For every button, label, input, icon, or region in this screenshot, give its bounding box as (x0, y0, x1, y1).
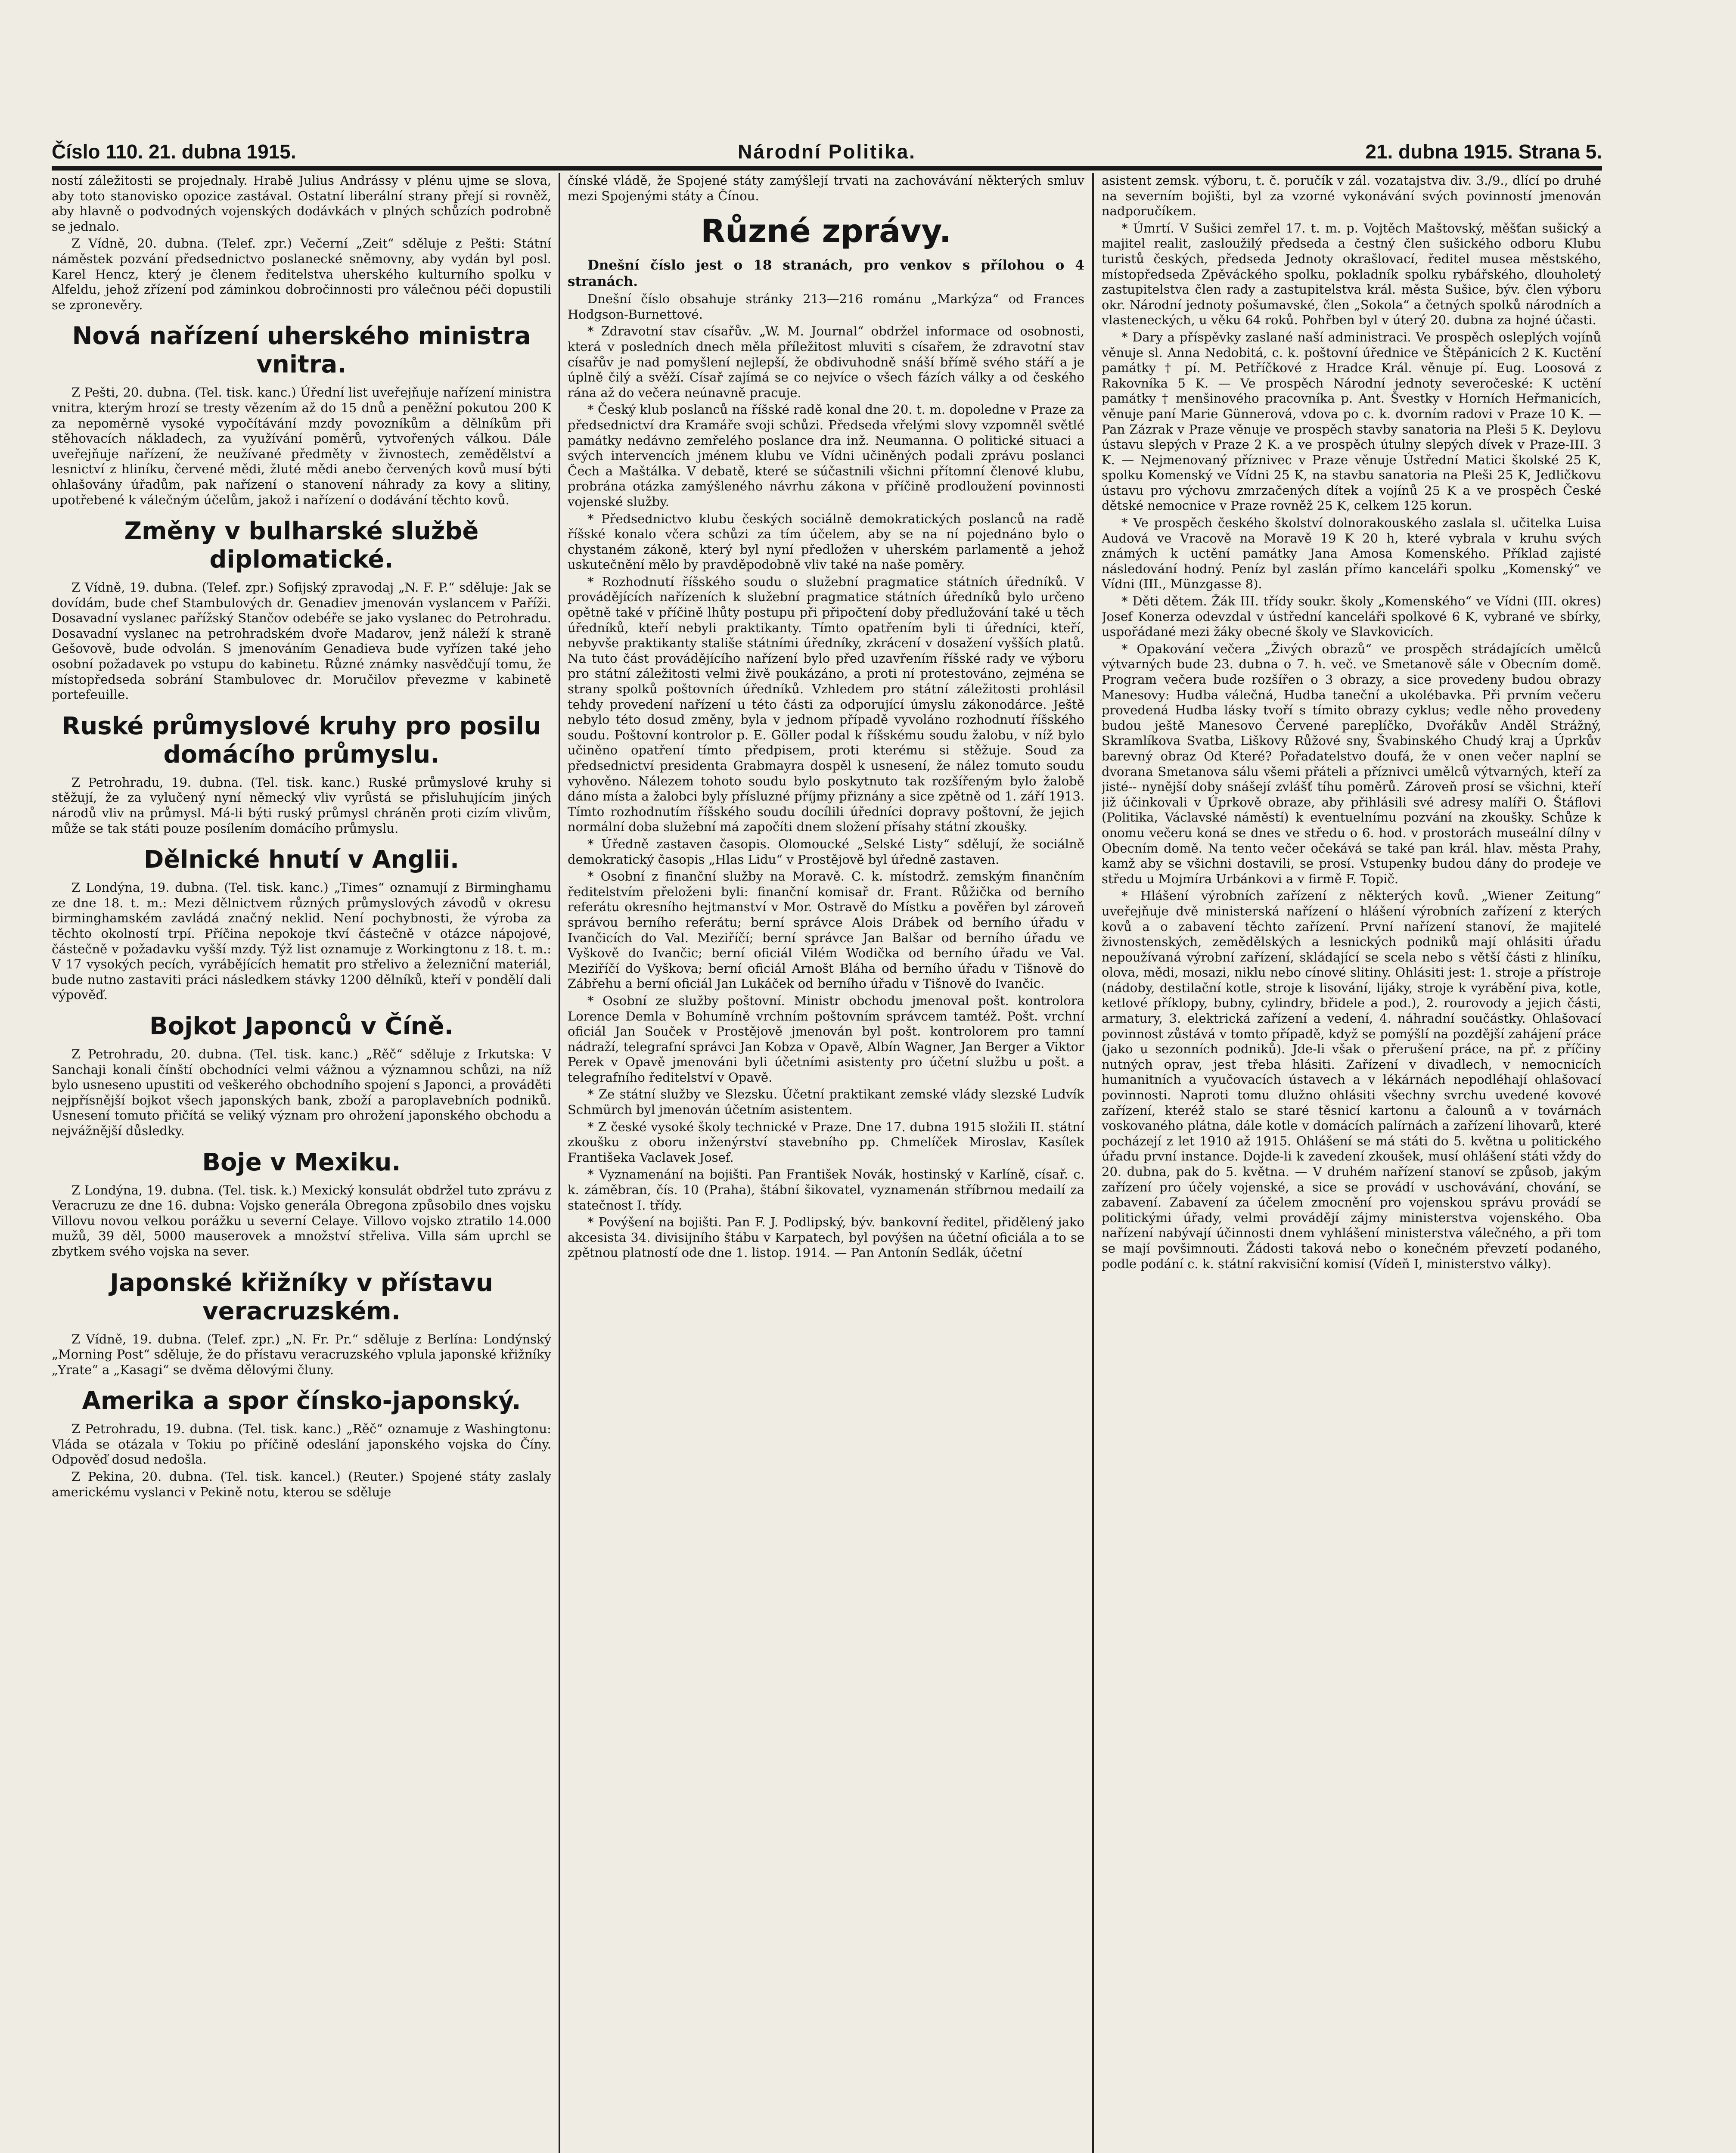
article-paragraph: Z Vídně, 19. dubna. (Telef. zpr.) „N. Fr. Pr.“ sděluje z Berlína: Londýnský „Morning Post“ sděluje, že do přístavu veracruzského vplula japonské křižníky „Yrate“ a „Kasagi“ se dvěma dělovými čluny. (52, 1331, 551, 1377)
article-paragraph: * Hlášení výrobních zařízení z některých kovů. „Wiener Zeitung“ uveřejňuje dvě ministerská nařízení o hlášení výrobních zařízení z kterých kovů a o zabavení těchto zařízení. První nařízení stanoví, že majitelé živnostenských, zemědělských a lesnických podniků mají ohlásiti úřadu nepoužívaná výrobní zařízení, skládající se scela nebo s větší části z hliníku, olova, mědi, mosazi, niklu nebo cínové slitiny. Ohlásiti jest: 1. stroje a přístroje (nádoby, destilační kotle, stroje k lisování, lijáky, stroje k vyrábění piva, kotle, ketlové příklopy, bubny, cylindry, břidele a pod.), 2. rourovody a jejich části, armatury, 3. elektrická zařízení a vedení, 4. náhradní součástky. Ohlašovací povinnost zůstává v tomto případě, když se pomýšlí na pozdější zahájení práce (jako u sezonních podniků). Jde-li však o přerušení práce, na př. z příčiny nutných oprav, jest třeba hlásiti. Zařízení v divadlech, v nemocnicích humanitních a vyučovacích ústavech a v lékárnách nepodléhají ohlašovací povinnosti. Naproti tomu dlužno ohlásiti všechny svrchu uvedené kovové zařízení, kteréž stalo se staré těsnicí kartonu a čalounů a v továrnách voskovaného plátna, dále kotle v domácích palírnách a zařízení lihovarů, které pocházejí z let 1910 až 1915. Ohlášení se má státi do 5. května u politického úřadu první instance. Dojde-li k zavedení zkoušek, musí ohlášení státi vždy do 20. dubna, pak do 5. května. — V druhém nařízení stanoví se způsob, jakým zařízení pro účely vojenské, a sice se provádí v uschovávání, chování, se zabavení. Zabavení za účelem zmocnění pro vojenskou správu provádí se politickými úřady, velmi provádějí zájmy ministerstva vojenského. Oba nařízení nabývají účinnosti dnem vyhlášení ministerstva válečného, a při tom se mají povšimnouti. Žádosti taková nebo o konečném převzetí podaného, podle podání c. k. státní rakvisiční komisí (Vídeň I, ministerstvo války). (1102, 888, 1601, 1271)
article-paragraph: * Úmrtí. V Sušici zemřel 17. t. m. p. Vojtěch Maštovský, měšťan sušický a majitel realit, zasloužilý předseda a čestný člen sušického odboru Klubu turistů českých, předseda Jednoty okrašlovací, ředitel musea městského, místopředseda Zpěváckého spolku, pokladník spolku rybářského, dlouholetý zastupitelstva člen rady a zastupitelstva král. města Sušice, býv. člen výboru okr. Národní jednoty pošumavské, člen „Sokola“ a četných spolků národních a vlasteneckých, u věku 64 roků. Pohřben byl v úterý 20. dubna za hojné účasti. (1102, 220, 1601, 328)
article-paragraph: čínské vládě, že Spojené státy zamýšlejí trvati na zachovávání některých smluv mezi Spojenými státy a Čínou. (568, 173, 1084, 203)
article-paragraph: * Osobní z finanční služby na Moravě. C. k. místodrž. zemským finančním ředitelstvím přeloženi byli: finanční komisař dr. Frant. Růžička od berního referátu okresního hejtmanství v Mor. Ostravě do Místku a pověřen byl zároveň správou berního referátu; berní správce Alois Drábek od berního úřadu v Ivančicích do Val. Meziříčí; berní správce Jan Balšar od berního úřadu ve Vyškově do Ivančic; berní oficiál Vilém Wodička od berního úřadu ve Val. Meziříčí do Vyškova; berní oficiál Arnošt Bláha od berního úřadu v Tišnově do Zábřehu a berní oficiál Jan Lukáček od berního úřadu v Tišnově do Ivančic. (568, 869, 1084, 991)
article-paragraph: Z Petrohradu, 20. dubna. (Tel. tisk. kanc.) „Rěč“ sděluje z Irkutska: V Sanchaji konali čínští obchodníci velmi vážnou a významnou schůzi, na níž bylo usneseno upustiti od veškerého obchodního spojení s Japonci, a prováděti nejpřísnější bojkot všech japonských bank, zboží a paroplavebních podniků. Usnesení tomuto přičítá se veliký význam pro ohrožení japonského obchodu a nejvážnější důsledky. (52, 1046, 551, 1138)
article-paragraph: * Děti dětem. Žák III. třídy soukr. školy „Komenského“ ve Vídni (III. okres) Josef Konerza odevzdal v ústřední kanceláři spolkové 6 K, vybrané ve sbírky, uspořádané mezi žáky obecné školy ve Slavkovicích. (1102, 594, 1601, 639)
article-headline: Nová nařízení uherského ministra vnitra. (72, 322, 531, 379)
column-2 (568, 173, 1084, 2153)
article-headline: Amerika a spor čínsko-japonský. (82, 1387, 521, 1415)
article-paragraph: asistent zemsk. výboru, t. č. poručík v zál. vozatajstva div. 3./9., dlící po druhé na severním bojišti, byl za vzorné vykonávání svých povinností jmenován nadporučíkem. (1102, 173, 1601, 219)
date-and-page: 21. dubna 1915. Strana 5. (1365, 140, 1602, 163)
article-paragraph: Z Petrohradu, 19. dubna. (Tel. tisk. kanc.) Ruské průmyslové kruhy si stěžují, že za vylučený nyní německý vliv vyrůstá se přisluhujícím jiných národů vliv na průmysl. Má-li býti ruský průmysl chráněn proti cizím vlivům, může se tak státi pouze posílením domácího průmyslu. (52, 775, 551, 836)
article-headline: Změny v bulharské službě diplomatické. (124, 517, 479, 574)
article-paragraph: ností záležitosti se projednaly. Hrabě Julius Andrássy v plénu ujme se slova, aby toto stanovisko opozice zastával. Ostatní liberální strany přejí si rovněž, aby hlavně o podvodných vojenských dodávkách v plných schůzích podrobně se jednalo. (52, 173, 551, 234)
column-rule (1092, 173, 1094, 2153)
article-paragraph: * Dary a příspěvky zaslané naší administraci. Ve prospěch osleplých vojínů věnuje sl. Anna Nedobitá, c. k. poštovní úřednice ve Štěpánicích 2 K. Kuctění památky † pí. M. Petříčkové z Hradce Král. věnuje pí. Eug. Loosová z Rakovníka 5 K. — Ve prospěch Národní jednoty severočeské: K uctění památky † menšinového pracovníka p. Ant. Švestky v Horních Heřmanicích, věnuje paní Marie Günnerová, vdova po c. k. dvorním radovi v Praze 10 K. — Pan Zázrak v Praze věnuje ve prospěch stavby sanatoria na Pleši 5 K. Deylovu ústavu slepých v Praze 2 K. a ve prospěch útulny slepých dívek v Praze-III. 3 K. — Nejmenovaný příznivec v Praze věnuje Ústřední Matici školské 25 K, spolku Komenský ve Vídni 25 K, na stavbu sanatoria na Pleši 25 K, Jedličkovu ústavu pro výchovu zmrzačených dítek a vojínů 25 K a ve prospěch České dětské nemocnice v Praze rovněž 25 K, celkem 125 korun. (1102, 329, 1601, 513)
article-paragraph: * Povýšení na bojišti. Pan F. J. Podlipský, býv. bankovní ředitel, přidělený jako akcesista 34. divisijního štábu v Karpatech, byl povýšen na účetní oficiála a to se zpětnou platností ode dne 1. listop. 1914. — Pan Antonín Sedlák, účetní (568, 1215, 1084, 1260)
article-paragraph: * Ze státní služby ve Slezsku. Účetní praktikant zemské vlády slezské Ludvík Schmürch byl jmenován účetním asistentem. (568, 1087, 1084, 1117)
column-3 (1102, 173, 1601, 2153)
article-paragraph: * Vyznamenání na bojišti. Pan František Novák, hostinský v Karlíně, císař. c. k. záměbran, čís. 10 (Praha), štábní šikovatel, vyznamenán stříbrnou medailí za statečnost I. třídy. (568, 1167, 1084, 1213)
notice-lead: Dnešní číslo jest o 18 stranách, pro venkov s přílohou o 4 stranách. (568, 257, 1084, 290)
article-paragraph: * Ve prospěch českého školství dolnorakouského zaslala sl. učitelka Luisa Audová ve Vracově na Moravě 19 K 20 h, které vybrala v kruhu svých známých k uctění památky Jana Amosa Komenského. Příklad zajisté následování hodný. Peníz byl zaslán přímo kanceláři spolku „Komenský“ ve Vídni (III., Münzgasse 8). (1102, 515, 1601, 592)
column-rule (559, 173, 560, 2153)
article-paragraph: * Opakování večera „Živých obrazů“ ve prospěch strádajících umělců výtvarných bude 23. dubna o 7. h. več. ve Smetanově sále v Obecním domě. Program večera bude rozšířen o 3 obrazy, a sice provedeny budou obrazy Manesovy: Hudba válečná, Hudba taneční a ukolébavka. Při prvním večeru provedená Hudba lásky tvoří s tímito obrazy cyklus; vedle něho provedeny budou ještě Manesovo Červené pareplíčko, Dvořákův Anděl Strážný, Skramlíkova Svatba, Liškovy Růžové sny, Švabinského Chudý kraj a Úprkův barevný obraz Od Které? Pořadatelstvo doufá, že v onen večer naplní se dvorana Smetanova sálu všemi přáteli a příznivci umělců výtvarných, kteří za jisté-- nynější doby snášejí zvlášť tíhu poměrů. Zároveň prosí se všichni, kteří již účinkovali v Úprkově obraze, aby přihlásili své adresy malíři O. Štáflovi (Politika, Václavské náměstí) k eventuelnímu pozvání na zkoušky. Schůze k onomu večeru koná se dnes ve středu o 6. hod. v prostorách museální dílny v Obecním domě. Na tento večer očekává se také pan král. hlav. města Prahy, kamž aby se všichni dostavili, se prosí. Vstupenky budou dány do prodeje ve středu u Mojmíra Urbánkovi a v firmě F. Topič. (1102, 641, 1601, 886)
article-paragraph: * Rozhodnutí říšského soudu o služební pragmatice státních úředníků. V provádějících nařízeních k služební pragmatice státních úředníků bylo určeno opětně také v příčině lhůty postupu při připočtení doby předlužování také u těch úředníků, kteří nebyli praktikanty. Tímto opatřením byli ti úředníci, kteří, nebyvše praktikanty stališe státními úředníky, zkrácení v dosažení vyšších platů. Na tuto část provádějícího nařízení bylo před uzavřením říšské rady ve výboru pro státní záležitosti velmi živě poukázáno, a proti ní protestováno, zejména se strany spolků poštovních úředníků. Vzhledem pro státní záležitosti prohlásil tehdy provedení nařízení u této části za odporující úmyslu zákonodárce. Ještě nebylo této dosud změny, byla v jednom případě vyvoláno rozhodnutí říšského soudu. Poštovní kontrolor p. E. Göller podal k říšskému soudu žalobu, v níž bylo učiněno opatření tímto předpisem, proti kterému si stěžuje. Soud za předsednictví presidenta Grabmayra dospěl k usnesení, že nález tomuto soudu vyhověno. Nálezem tohoto soudu bylo poskytnuto tak rozšířeným bylo žalobě dáno místa a žalobci byly přísluzné příjmy přiznány a sice zpětně od 1. září 1913. Tímto rozhodnutím říšského soudu docílili úředníci dopravy poštovní, že jejich normální doba služební má započíti dnem složení přísahy státní zkoušky. (568, 574, 1084, 835)
article-paragraph: * Úředně zastaven časopis. Olomoucké „Selské Listy“ sdělují, že sociálně demokratický časopis „Hlas Lidu“ v Prostějově byl úředně zastaven. (568, 836, 1084, 867)
issue-number: Číslo 110. 21. dubna 1915. (52, 140, 296, 163)
article-paragraph: * Zdravotní stav císařův. „W. M. Journal“ obdržel informace od osobnosti, která v posledních dnech měla příležitost mluviti s císařem, že zdravotní stav císařův je nad pomyšlení nejlepší, že obdivuhodně snáší břímě svého stáří a je úplně čilý a svěží. Císař zajímá se co nejvíce o všech fázích války a od českého rána až do večera neúnavně pracuje. (568, 324, 1084, 400)
article-headline: Bojkot Japonců v Číně. (149, 1012, 453, 1040)
article-headline: Dělnické hnutí v Anglii. (143, 846, 460, 874)
article-paragraph: Z Petrohradu, 19. dubna. (Tel. tisk. kanc.) „Rěč“ oznamuje z Washingtonu: Vláda se otázala v Tokiu po příčině odeslání japonského vojska do Číny. Odpověď dosud nedošla. (52, 1421, 551, 1467)
article-headline: Různé zprávy. (701, 213, 951, 250)
page-header (52, 137, 1602, 171)
newspaper-title: Národní Politika. (738, 140, 916, 163)
article-paragraph: * Z české vysoké školy technické v Praze. Dne 17. dubna 1915 složili II. státní zkoušku z oboru inženýrství stavebního pp. Chmelíček Miroslav, Kasílek Františeka Vaclavek Josef. (568, 1119, 1084, 1165)
article-paragraph: Z Londýna, 19. dubna. (Tel. tisk. k.) Mexický konsulát obdržel tuto zprávu z Veracruzu ze dne 16. dubna: Vojsko generála Obregona způsobilo dnes vojsku Villovu novou velkou porážku u severní Celaye. Villovo vojsko ztratilo 14.000 mužů, 39 děl, 5000 mauserovek a množství střeliva. Villa sám uprchl se zbytkem svého vojska na sever. (52, 1182, 551, 1259)
article-paragraph: Z Londýna, 19. dubna. (Tel. tisk. kanc.) „Times“ oznamují z Birminghamu ze dne 18. t. m.: Mezi dělnictvem různých průmyslových závodů v okresu birminghamském zavládá značný neklid. Není pochybnosti, že výroba za těchto okolností trpí. Příčina nepokoje tkví částečně v otázce nápojové, částečně v požadavku vyšší mzdy. Týž list oznamuje z Workingtonu z 18. t. m.: V 17 vysokých pecích, vyrábějících hematit pro střelivo a železniční materiál, bude nutno zastaviti práci následkem stávky 1200 dělníků, kteří v pondělí dali výpověď. (52, 880, 551, 1002)
article-paragraph: Z Pekina, 20. dubna. (Tel. tisk. kancel.) (Reuter.) Spojené státy zaslaly americkému vyslanci v Pekině notu, kterou se sděluje (52, 1469, 551, 1499)
article-paragraph: Z Vídně, 19. dubna. (Telef. zpr.) Sofijský zpravodaj „N. F. P.“ sděluje: Jak se dovídám, bude chef Stambulových dr. Genadiev jmenován vyslancem v Paříži. Dosavadní vyslanec pařížský Stančov odebéře se jako vyslanec do Petrohradu. Dosavadní vyslanec na petrohradském dvoře Madarov, jenž náleží k straně Gešovově, bude odvolán. S jmenováním Genadieva bude vyřízen také jeho osobní požadavek po vstupu do kabinetu. Různé známky nasvědčují tomu, že místopředseda sobrání Stambulovec dr. Moručilov převezme v kabinetě portefeuille. (52, 580, 551, 702)
article-paragraph: * Předsednictvo klubu českých sociálně demokratických poslanců na radě říšské konalo včera schůzi za tím účelem, aby se na ní pojednáno bylo o chystaném zákoně, který byl nyní předložen v uherském parlamentě a jehož uskutečnění mělo by pravděpodobně vliv také na naše poměry. (568, 511, 1084, 572)
article-headline: Japonské křižníky v přístavu veracruzském. (110, 1269, 493, 1325)
article-paragraph: * Český klub poslanců na říšské radě konal dne 20. t. m. dopoledne v Praze za předsednictví dra Kramáře svoji schůzi. Předseda vřelými slovy vzpomněl světlé památky nedávno zemřelého poslance dra inž. Neumanna. O politické situaci a svých intervencích jménem klubu ve Vídni učiněných podali zprávu poslanci Čech a Maštálka. V debatě, které se súčastnili všichni přítomní členové klubu, probrána otázka zamýšleného návrhu zákona v příčině prodloužení povinnosti vojenské služby. (568, 402, 1084, 509)
column-1 (52, 173, 551, 2153)
article-paragraph: Dnešní číslo obsahuje stránky 213—216 románu „Markýza“ od Frances Hodgson-Burnettové. (568, 292, 1084, 322)
article-headline: Ruské průmyslové kruhy pro posilu domácího průmyslu. (62, 712, 541, 769)
article-paragraph: Z Vídně, 20. dubna. (Telef. zpr.) Večerní „Zeit“ sděluje z Pešti: Státní náměstek pozvání předsednictvo poslanecké sněmovny, aby vydán byl posl. Karel Hencz, který je členem ředitelstva uherského kulturního spolku v Alfeldu, jehož zřízení pod záminkou dobročinnosti pro válečnou péči dopustili se zpronevěry. (52, 236, 551, 312)
article-paragraph: * Osobní ze služby poštovní. Ministr obchodu jmenoval pošt. kontrolora Lorence Demla v Bohumíně vrchním poštovním správcem tamtéž. Pošt. vrchní oficiál Jan Souček v Prostějově jmenován byl pošt. kontrolorem pro tamní nádraží, telegrafní správci Jan Kobza v Opavě, Albín Wagner, Jan Berger a Viktor Perek v Opavě jmenováni byli účetními asistenty pro účetní službu u pošt. a telegrafního ředitelství v Opavě. (568, 993, 1084, 1085)
article-paragraph: Z Pešti, 20. dubna. (Tel. tisk. kanc.) Úřední list uveřejňuje nařízení ministra vnitra, kterým hrozí se tresty vězením až do 15 dnů a peněžní pokutou 200 K za nepoměrně vysoké vypočítávání mzdy povozníkům a dělníkům při stěhovacích nákladech, za využívání poměrů, vytvořených válkou. Dále uveřejňuje nařízení, že neužívané předměty v živnostech, zemědělství a lesnictví z hliníku, červené mědi, žluté mědi anebo červených kovů musí býti ohlašovány úřadům, pak nařízení o stanovení náhrady za kovy a slitiny, upotřebené k válečným účelům, jakož i nařízení o dodávání těchto kovů. (52, 385, 551, 507)
article-headline: Boje v Mexiku. (202, 1148, 401, 1176)
